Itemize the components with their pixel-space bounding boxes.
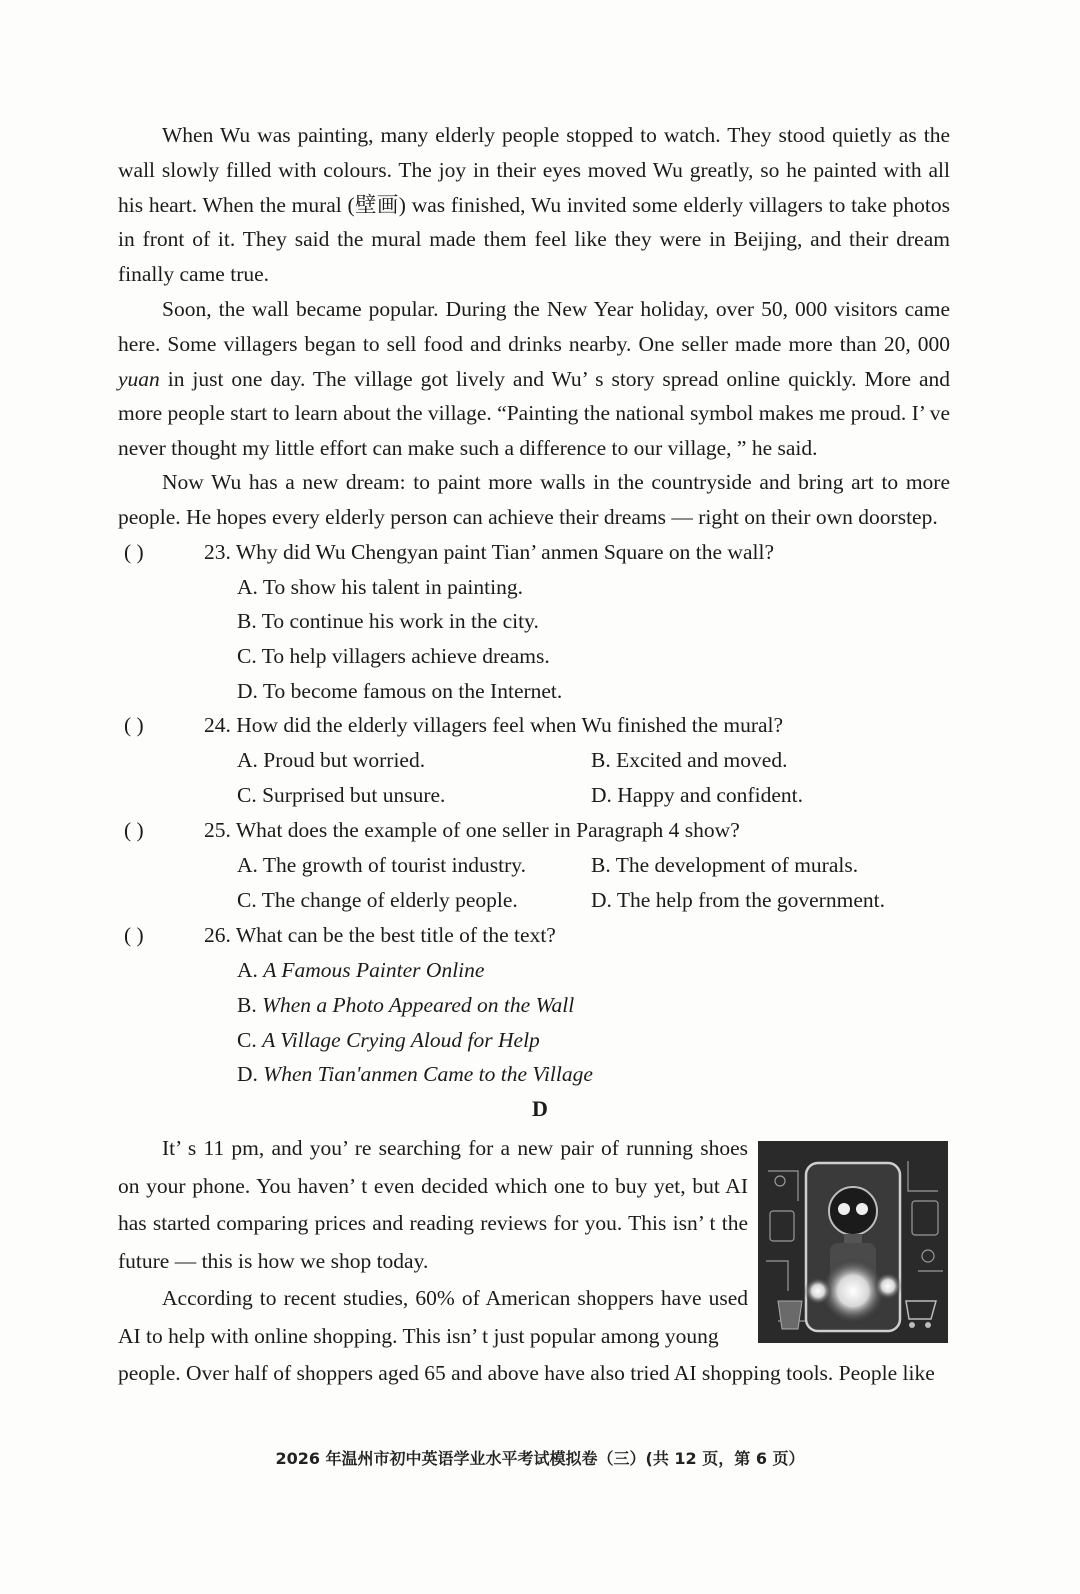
ai-shopping-robot-image	[758, 1141, 948, 1343]
option-letter: A.	[237, 958, 258, 982]
yuan-word: yuan	[118, 366, 160, 391]
option-title: When Tian'anmen Came to the Village	[263, 1062, 593, 1086]
option-letter: D.	[237, 1062, 258, 1086]
option-26-d	[237, 1057, 593, 1092]
option-23-c: C. To help villagers achieve dreams.	[237, 644, 550, 668]
option-26-c	[237, 1023, 540, 1058]
passage-paragraph-2	[118, 292, 950, 466]
option-24-a: A. Proud but worried.	[237, 748, 426, 772]
option-title: A Famous Painter Online	[263, 958, 485, 982]
answer-blank[interactable]: ( )	[124, 540, 144, 564]
section-d-paragraph-1: It’ s 11 pm, and you’ re searching for a new pair of running shoes on your phone. You haven’ t even decided which one to buy yet, but AI has started comparing prices and reading reviews for you. This isn’ t the future — this is how we shop today.	[118, 1136, 748, 1273]
option-23-d: D. To become famous on the Internet.	[237, 679, 563, 703]
option-24-d: D. Happy and confident.	[591, 783, 803, 807]
option-26-b	[237, 988, 574, 1023]
option-25-b: B. The development of murals.	[591, 853, 859, 877]
passage-paragraph-3: Now Wu has a new dream: to paint more walls in the countryside and bring art to more people. He hopes every elderly person can achieve their dreams — right on their own doorstep.	[118, 470, 950, 529]
option-letter: B.	[237, 993, 257, 1017]
question-text: 23. Why did Wu Chengyan paint Tian’ anmen Square on the wall?	[204, 540, 774, 564]
option-26-a	[237, 953, 484, 988]
option-24-c: C. Surprised but unsure.	[237, 783, 446, 807]
option-23-b: B. To continue his work in the city.	[237, 609, 539, 633]
question-24	[124, 708, 783, 743]
passage-paragraph-1: When Wu was painting, many elderly people stopped to watch. They stood quietly as the wall slowly filled with colours. The joy in their eyes moved Wu greatly, so he painted with all his heart. When the mural (壁画) was finished, Wu invited some elderly villagers to take photos in front of it. They said the mural made them feel like they were in Beijing, and their dream finally came true.	[118, 123, 950, 287]
question-text: 24. How did the elderly villagers feel when Wu finished the mural?	[204, 713, 784, 737]
answer-blank[interactable]: ( )	[124, 818, 144, 842]
answer-blank[interactable]: ( )	[124, 713, 144, 737]
question-23	[124, 535, 774, 570]
option-24-b: B. Excited and moved.	[591, 748, 788, 772]
page-footer: 2026 年温州市初中英语学业水平考试模拟卷（三）(共 12 页，第 6 页）	[275, 1449, 805, 1468]
section-d-heading: D	[532, 1096, 548, 1121]
option-title: A Village Crying Aloud for Help	[262, 1028, 540, 1052]
section-d-paragraph-3: people. Over half of shoppers aged 65 and above have also tried AI shopping tools. People like	[118, 1361, 935, 1385]
option-23-a: A. To show his talent in painting.	[237, 575, 523, 599]
option-25-c: C. The change of elderly people.	[237, 888, 518, 912]
option-letter: C.	[237, 1028, 257, 1052]
paragraph-2-part-a: Soon, the wall became popular. During the New Year holiday, over 50, 000 visitors came here. Some villagers began to sell food and drinks nearby. One seller made more than 20, 000	[118, 297, 950, 356]
question-text: 26. What can be the best title of the text?	[204, 923, 556, 947]
option-title: When a Photo Appeared on the Wall	[262, 993, 575, 1017]
option-25-a: A. The growth of tourist industry.	[237, 853, 527, 877]
section-d-paragraph-2: According to recent studies, 60% of American shoppers have used AI to help with online shopping. This isn’ t just popular among young	[118, 1286, 748, 1348]
answer-blank[interactable]: ( )	[124, 923, 144, 947]
question-25	[124, 813, 740, 848]
paragraph-2-part-b: in just one day. The village got lively and Wu’ s story spread online quickly. More and more people start to learn about the village. “Painting the national symbol makes me proud. I’ ve never thought my little effort can make such a difference to our village, ” he said.	[118, 366, 950, 461]
question-26	[124, 918, 556, 953]
question-text: 25. What does the example of one seller in Paragraph 4 show?	[204, 818, 740, 842]
option-25-d: D. The help from the government.	[591, 888, 885, 912]
